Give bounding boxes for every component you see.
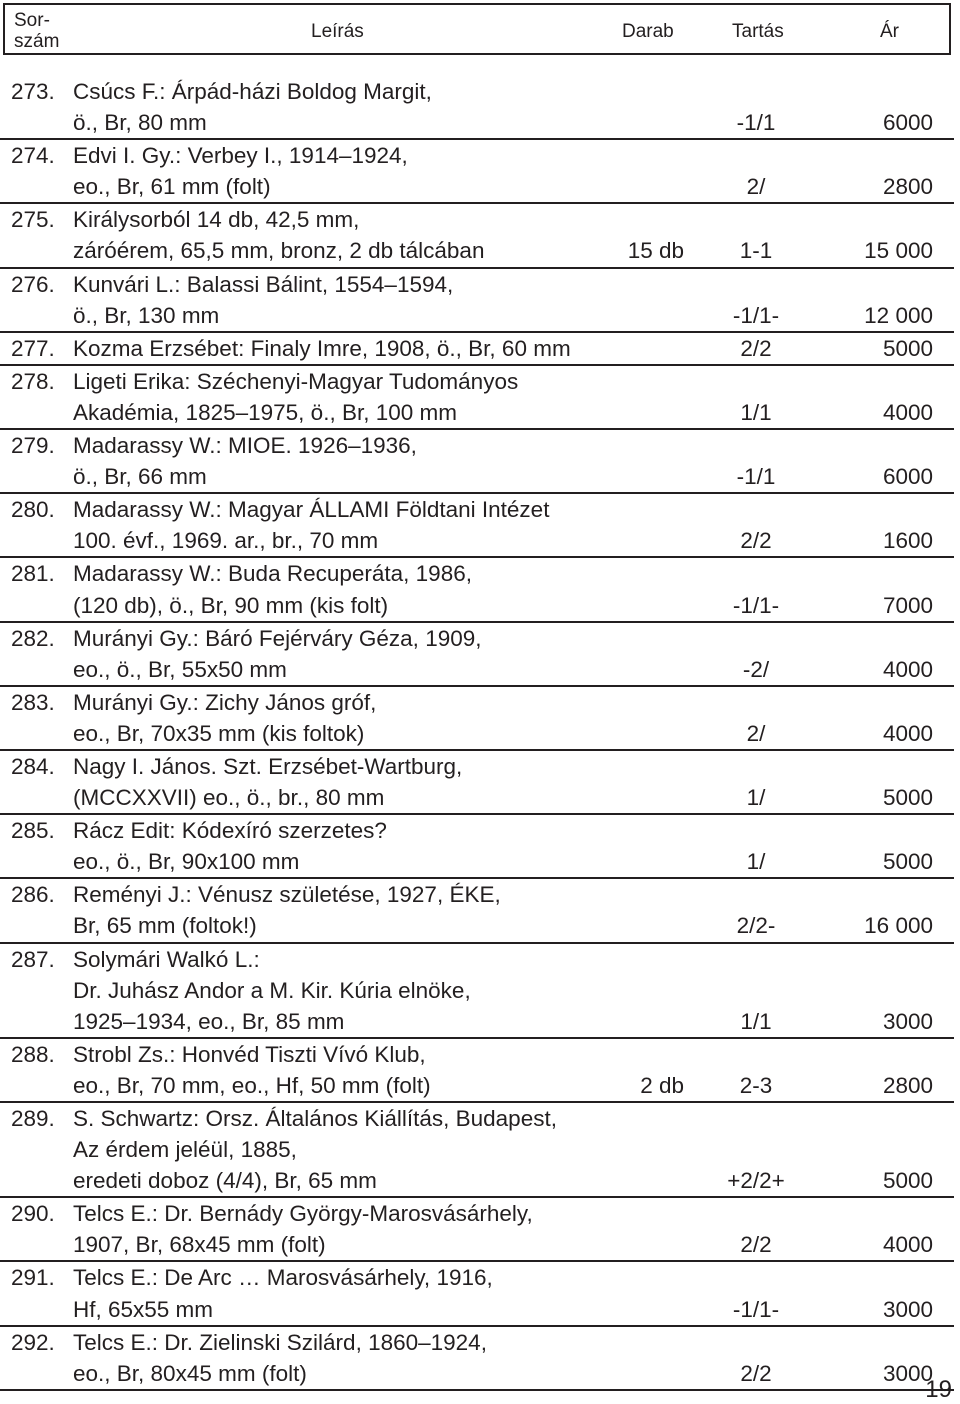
item-description: záróérem, 65,5 mm, bronz, 2 db tálcában (73, 238, 485, 264)
item-line (0, 333, 954, 364)
item-description: Akadémia, 1825–1975, ö., Br, 100 mm (73, 399, 457, 425)
item-price: 2800 (882, 1072, 933, 1098)
item-line (0, 558, 954, 589)
item-line (0, 397, 954, 428)
item-description: Madarassy W.: MIOE. 1926–1936, (73, 433, 417, 459)
item-line (0, 815, 954, 846)
item-line (0, 494, 954, 525)
item-description: Nagy I. János. Szt. Erzsébet-Wartburg, (73, 753, 463, 779)
item-grade: 2/2 (740, 528, 772, 554)
item-line (0, 782, 954, 813)
item-line (0, 1103, 954, 1134)
item-line (0, 235, 954, 266)
item-number: 291. (11, 1265, 55, 1291)
header-tartas: Tartás (732, 21, 784, 42)
item-description: Ligeti Erika: Széchenyi-Magyar Tudományos (73, 368, 519, 394)
header-sorszam-line2: szám (14, 31, 60, 52)
item-price: 3000 (882, 1360, 933, 1386)
item-grade: +2/2+ (727, 1168, 785, 1194)
item-line (0, 718, 954, 749)
item-price: 7000 (882, 592, 933, 618)
list-item (0, 944, 954, 1039)
item-line (0, 525, 954, 556)
item-number: 286. (11, 882, 55, 908)
item-number: 273. (11, 79, 55, 104)
item-number: 282. (11, 625, 55, 651)
list-item (0, 204, 954, 268)
item-grade: 1/ (746, 785, 766, 811)
item-price: 12 000 (864, 302, 933, 328)
item-number: 280. (11, 497, 55, 523)
item-description: (MCCXXVII) eo., ö., br., 80 mm (73, 785, 385, 811)
item-description: Edvi I. Gy.: Verbey I., 1914–1924, (73, 143, 408, 169)
item-grade: 1/1 (740, 399, 772, 425)
item-line (0, 76, 954, 107)
item-price: 5000 (882, 335, 933, 361)
item-line (0, 1229, 954, 1260)
item-grade: 2/2 (740, 335, 772, 361)
item-number: 277. (11, 335, 55, 361)
item-grade: 2/2 (740, 1360, 772, 1386)
item-price: 2800 (882, 174, 933, 200)
item-price: 5000 (882, 849, 933, 875)
item-line (0, 204, 954, 235)
page-number: 19 (925, 1376, 952, 1403)
item-price: 15 000 (864, 238, 933, 264)
header-leiras: Leírás (311, 21, 364, 42)
item-number: 284. (11, 753, 55, 779)
item-line (0, 975, 954, 1006)
list-item (0, 269, 954, 333)
item-line (0, 1134, 954, 1165)
item-line (0, 366, 954, 397)
table-header (3, 3, 951, 55)
item-description: eo., ö., Br, 55x50 mm (73, 656, 287, 682)
list-item (0, 558, 954, 622)
item-grade: -2/ (742, 656, 770, 682)
item-description: Telcs E.: Dr. Zielinski Szilárd, 1860–1924, (73, 1329, 487, 1355)
item-price: 4000 (882, 399, 933, 425)
item-grade: 1/1 (740, 1008, 772, 1034)
list-item (0, 333, 954, 366)
item-line (0, 1070, 954, 1101)
item-description: eo., Br, 70 mm, eo., Hf, 50 mm (folt) (73, 1072, 431, 1098)
item-line (0, 107, 954, 138)
item-number: 276. (11, 271, 55, 297)
item-grade: -1/1- (732, 1296, 780, 1322)
list-item (0, 366, 954, 430)
item-grade: -1/1- (732, 302, 780, 328)
item-line (0, 269, 954, 300)
item-description: Az érdem jeléül, 1885, (73, 1137, 297, 1163)
item-line (0, 1165, 954, 1196)
item-grade: -1/1 (736, 464, 776, 490)
item-description: Csúcs F.: Árpád-házi Boldog Margit, (73, 79, 432, 104)
item-number: 289. (11, 1106, 55, 1131)
item-line (0, 879, 954, 910)
item-line (0, 1262, 954, 1293)
list-item (0, 623, 954, 687)
list-item (0, 751, 954, 815)
item-price: 4000 (882, 656, 933, 682)
list-item (0, 494, 954, 558)
item-description: Dr. Juhász Andor a M. Kir. Kúria elnöke, (73, 977, 471, 1003)
item-grade: 1-1 (739, 238, 773, 264)
item-description: Solymári Walkó L.: (73, 946, 260, 972)
item-number: 292. (11, 1329, 55, 1355)
item-grade: 1/ (746, 849, 766, 875)
item-price: 6000 (882, 464, 933, 490)
item-description: Telcs E.: Dr. Bernády György-Marosvásárhely, (73, 1201, 533, 1227)
item-line (0, 846, 954, 877)
list-item (0, 1039, 954, 1103)
item-description: Madarassy W.: Magyar ÁLLAMI Földtani Intézet (73, 497, 550, 523)
item-line (0, 1198, 954, 1229)
item-description: 1907, Br, 68x45 mm (folt) (73, 1232, 326, 1258)
list-item (0, 1198, 954, 1262)
item-quantity: 15 db (627, 238, 684, 264)
item-number: 278. (11, 368, 55, 394)
list-item (0, 815, 954, 879)
item-line (0, 590, 954, 621)
header-darab: Darab (622, 21, 674, 42)
item-line (0, 1327, 954, 1358)
item-line (0, 140, 954, 171)
item-list (0, 76, 960, 1391)
item-price: 6000 (882, 110, 933, 136)
item-line (0, 654, 954, 685)
item-number: 288. (11, 1041, 55, 1067)
item-description: eredeti doboz (4/4), Br, 65 mm (73, 1168, 377, 1194)
item-description: eo., Br, 80x45 mm (folt) (73, 1360, 307, 1386)
item-description: eo., ö., Br, 90x100 mm (73, 849, 300, 875)
item-line (0, 910, 954, 941)
list-item (0, 1103, 954, 1198)
item-line (0, 751, 954, 782)
item-description: Madarassy W.: Buda Recuperáta, 1986, (73, 561, 472, 587)
item-grade: 2-3 (739, 1072, 773, 1098)
item-description: eo., Br, 61 mm (folt) (73, 174, 271, 200)
item-number: 281. (11, 561, 55, 587)
item-line (0, 1039, 954, 1070)
item-number: 275. (11, 207, 55, 233)
item-line (0, 1294, 954, 1325)
item-line (0, 623, 954, 654)
item-price: 16 000 (864, 913, 933, 939)
item-line (0, 944, 954, 975)
item-number: 285. (11, 818, 55, 844)
item-grade: 2/2- (736, 913, 776, 939)
item-number: 290. (11, 1201, 55, 1227)
item-price: 5000 (882, 1168, 933, 1194)
item-description: ö., Br, 66 mm (73, 464, 207, 490)
item-price: 3000 (882, 1008, 933, 1034)
item-grade: -1/1- (732, 592, 780, 618)
list-item (0, 76, 954, 140)
item-description: Hf, 65x55 mm (73, 1296, 214, 1322)
item-description: Kozma Erzsébet: Finaly Imre, 1908, ö., Br, 60 mm (73, 335, 571, 361)
item-number: 279. (11, 433, 55, 459)
item-price: 1600 (882, 528, 933, 554)
item-price: 4000 (882, 1232, 933, 1258)
item-number: 287. (11, 946, 55, 972)
item-description: eo., Br, 70x35 mm (kis foltok) (73, 720, 365, 746)
item-description: Királysorból 14 db, 42,5 mm, (73, 207, 360, 233)
item-price: 4000 (882, 720, 933, 746)
item-description: Rácz Edit: Kódexíró szerzetes? (73, 818, 387, 844)
list-item (0, 1327, 954, 1391)
header-sorszam-line1: Sor- (14, 10, 50, 31)
item-grade: -1/1 (736, 110, 776, 136)
item-line (0, 171, 954, 202)
item-description: 100. évf., 1969. ar., br., 70 mm (73, 528, 379, 554)
item-description: S. Schwartz: Orsz. Általános Kiállítás, Budapest, (73, 1106, 557, 1131)
list-item (0, 430, 954, 494)
item-line (0, 1006, 954, 1037)
item-grade: 2/2 (740, 1232, 772, 1258)
item-line (0, 687, 954, 718)
item-line (0, 1358, 954, 1389)
item-description: Murányi Gy.: Báró Fejérváry Géza, 1909, (73, 625, 482, 651)
item-description: Murányi Gy.: Zichy János gróf, (73, 689, 377, 715)
item-line (0, 300, 954, 331)
item-description: Reményi J.: Vénusz születése, 1927, ÉKE, (73, 882, 501, 908)
item-description: ö., Br, 80 mm (73, 110, 207, 136)
list-item (0, 687, 954, 751)
item-description: Br, 65 mm (foltok!) (73, 913, 257, 939)
item-description: Telcs E.: De Arc … Marosvásárhely, 1916, (73, 1265, 493, 1291)
item-description: Strobl Zs.: Honvéd Tiszti Vívó Klub, (73, 1041, 426, 1067)
item-description: (120 db), ö., Br, 90 mm (kis folt) (73, 592, 389, 618)
item-grade: 2/ (746, 174, 766, 200)
item-description: 1925–1934, eo., Br, 85 mm (73, 1008, 345, 1034)
item-price: 3000 (882, 1296, 933, 1322)
list-item (0, 1262, 954, 1326)
item-description: Kunvári L.: Balassi Bálint, 1554–1594, (73, 271, 454, 297)
item-price: 5000 (882, 785, 933, 811)
header-sorszam (14, 10, 59, 52)
item-number: 283. (11, 689, 55, 715)
item-line (0, 461, 954, 492)
item-line (0, 430, 954, 461)
header-ar: Ár (880, 21, 899, 42)
item-quantity: 2 db (640, 1072, 684, 1098)
item-grade: 2/ (746, 720, 766, 746)
item-description: ö., Br, 130 mm (73, 302, 220, 328)
list-item (0, 140, 954, 204)
list-item (0, 879, 954, 943)
item-number: 274. (11, 143, 55, 169)
